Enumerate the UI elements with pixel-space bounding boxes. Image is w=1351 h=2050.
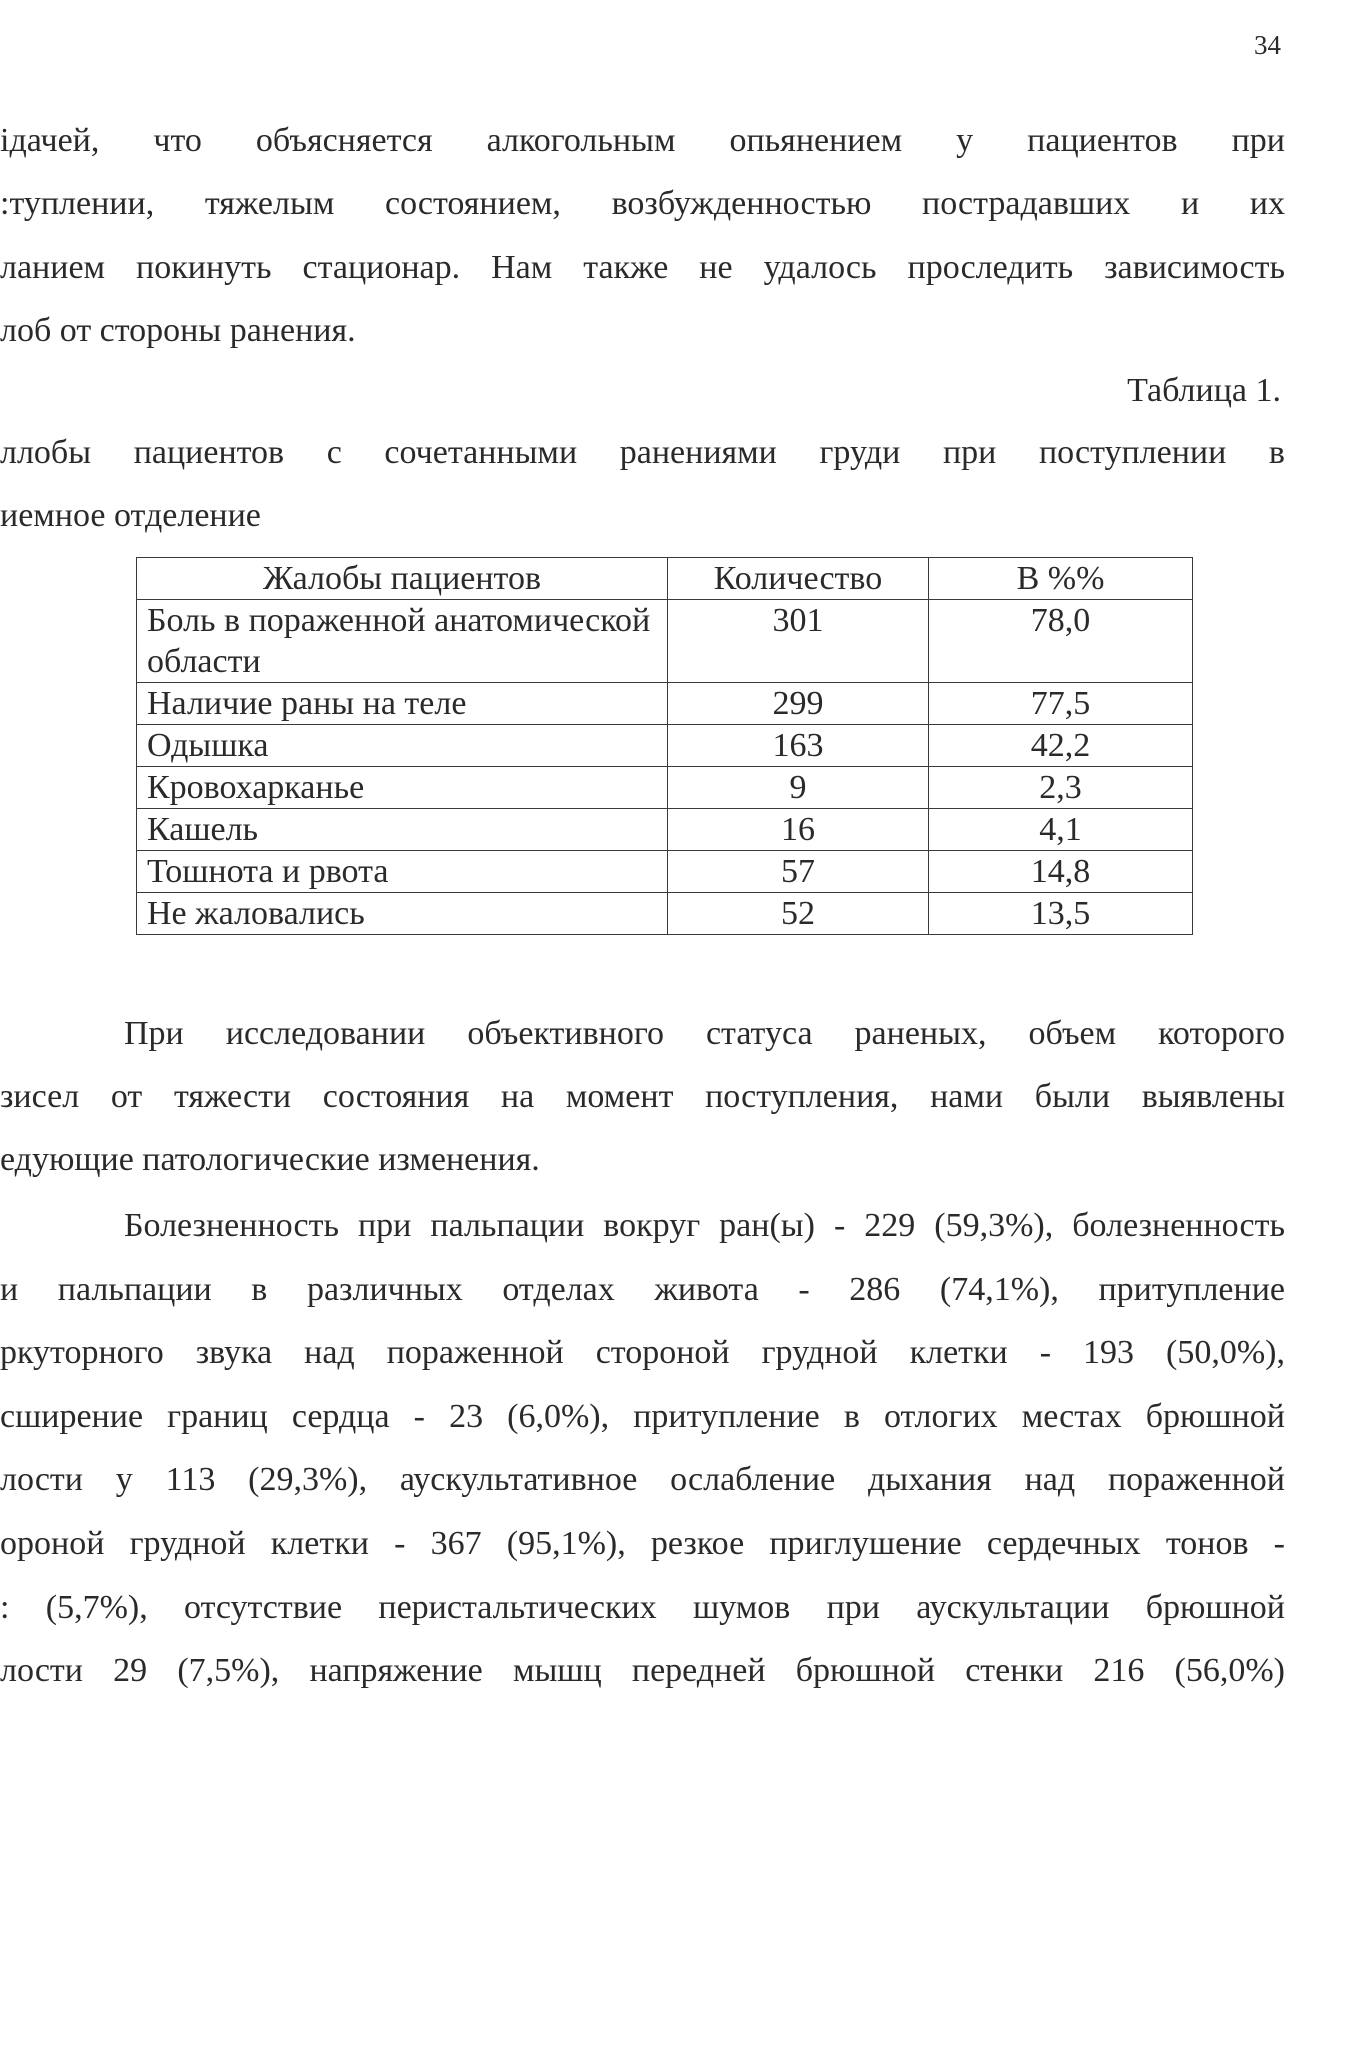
table-header-row xyxy=(137,558,1193,600)
table-caption: Таблица 1. xyxy=(1127,372,1281,409)
paragraph-line: и пальпации в различных отделах живота - 286 (74,1%), притупление xyxy=(0,1271,1285,1308)
cell-count: 9 xyxy=(668,767,929,809)
paragraph-line: лости 29 (7,5%), напряжение мышц передней брюшной стенки 216 (56,0%) xyxy=(0,1652,1285,1689)
cell-complaint: Кровохарканье xyxy=(137,767,668,809)
cell-count: 52 xyxy=(668,893,929,935)
paragraph-line: :туплении, тяжелым состоянием, возбужденностью пострадавших и их xyxy=(0,185,1285,222)
paragraph-line: зисел от тяжести состояния на момент поступления, нами были выявлены xyxy=(0,1078,1285,1115)
paragraph-line: При исследовании объективного статуса раненых, объем которого xyxy=(124,1015,1285,1052)
table-title-line: иемное отделение xyxy=(0,497,261,534)
table-title-line: ллобы пациентов с сочетанными ранениями груди при поступлении в xyxy=(0,434,1285,471)
cell-percent: 42,2 xyxy=(929,725,1193,767)
table-row xyxy=(137,767,1193,809)
paragraph-line: едующие патологические изменения. xyxy=(0,1141,540,1178)
complaints-table xyxy=(136,557,1193,935)
cell-percent: 77,5 xyxy=(929,683,1193,725)
page-number: 34 xyxy=(1254,30,1281,60)
cell-percent: 2,3 xyxy=(929,767,1193,809)
cell-complaint: Одышка xyxy=(137,725,668,767)
cell-percent: 13,5 xyxy=(929,893,1193,935)
header-percent: В %% xyxy=(929,558,1193,600)
paragraph-line: лости у 113 (29,3%), аускультативное ослабление дыхания над пораженной xyxy=(0,1461,1285,1498)
table-row xyxy=(137,683,1193,725)
table-row xyxy=(137,809,1193,851)
cell-complaint: Тошнота и рвота xyxy=(137,851,668,893)
cell-count: 301 xyxy=(668,600,929,683)
cell-count: 57 xyxy=(668,851,929,893)
paragraph-line: Болезненность при пальпации вокруг ран(ы) - 229 (59,3%), болезненность xyxy=(124,1207,1285,1244)
paragraph-line: : (5,7%), отсутствие перистальтических шумов при аускультации брюшной xyxy=(0,1589,1285,1626)
paragraph-line: ркуторного звука над пораженной стороной грудной клетки - 193 (50,0%), xyxy=(0,1334,1285,1371)
cell-percent: 14,8 xyxy=(929,851,1193,893)
table-row xyxy=(137,600,1193,683)
cell-percent: 4,1 xyxy=(929,809,1193,851)
header-complaints: Жалобы пациентов xyxy=(137,558,668,600)
table-row xyxy=(137,725,1193,767)
cell-count: 163 xyxy=(668,725,929,767)
cell-complaint: Кашель xyxy=(137,809,668,851)
cell-complaint: Не жаловались xyxy=(137,893,668,935)
paragraph-line: лоб от стороны ранения. xyxy=(0,312,356,349)
cell-count: 299 xyxy=(668,683,929,725)
paragraph-line: ідачей, что объясняется алкогольным опьянением у пациентов при xyxy=(0,122,1285,159)
cell-percent: 78,0 xyxy=(929,600,1193,683)
table-row xyxy=(137,893,1193,935)
cell-count: 16 xyxy=(668,809,929,851)
table-row xyxy=(137,851,1193,893)
paragraph-line: ланием покинуть стационар. Нам также не удалось проследить зависимость xyxy=(0,249,1285,286)
paragraph-line: сширение границ сердца - 23 (6,0%), притупление в отлогих местах брюшной xyxy=(0,1398,1285,1435)
paragraph-line: ороной грудной клетки - 367 (95,1%), резкое приглушение сердечных тонов - xyxy=(0,1525,1285,1562)
header-count: Количество xyxy=(668,558,929,600)
cell-complaint: Боль в пораженной анатомической области xyxy=(137,600,668,683)
cell-complaint: Наличие раны на теле xyxy=(137,683,668,725)
